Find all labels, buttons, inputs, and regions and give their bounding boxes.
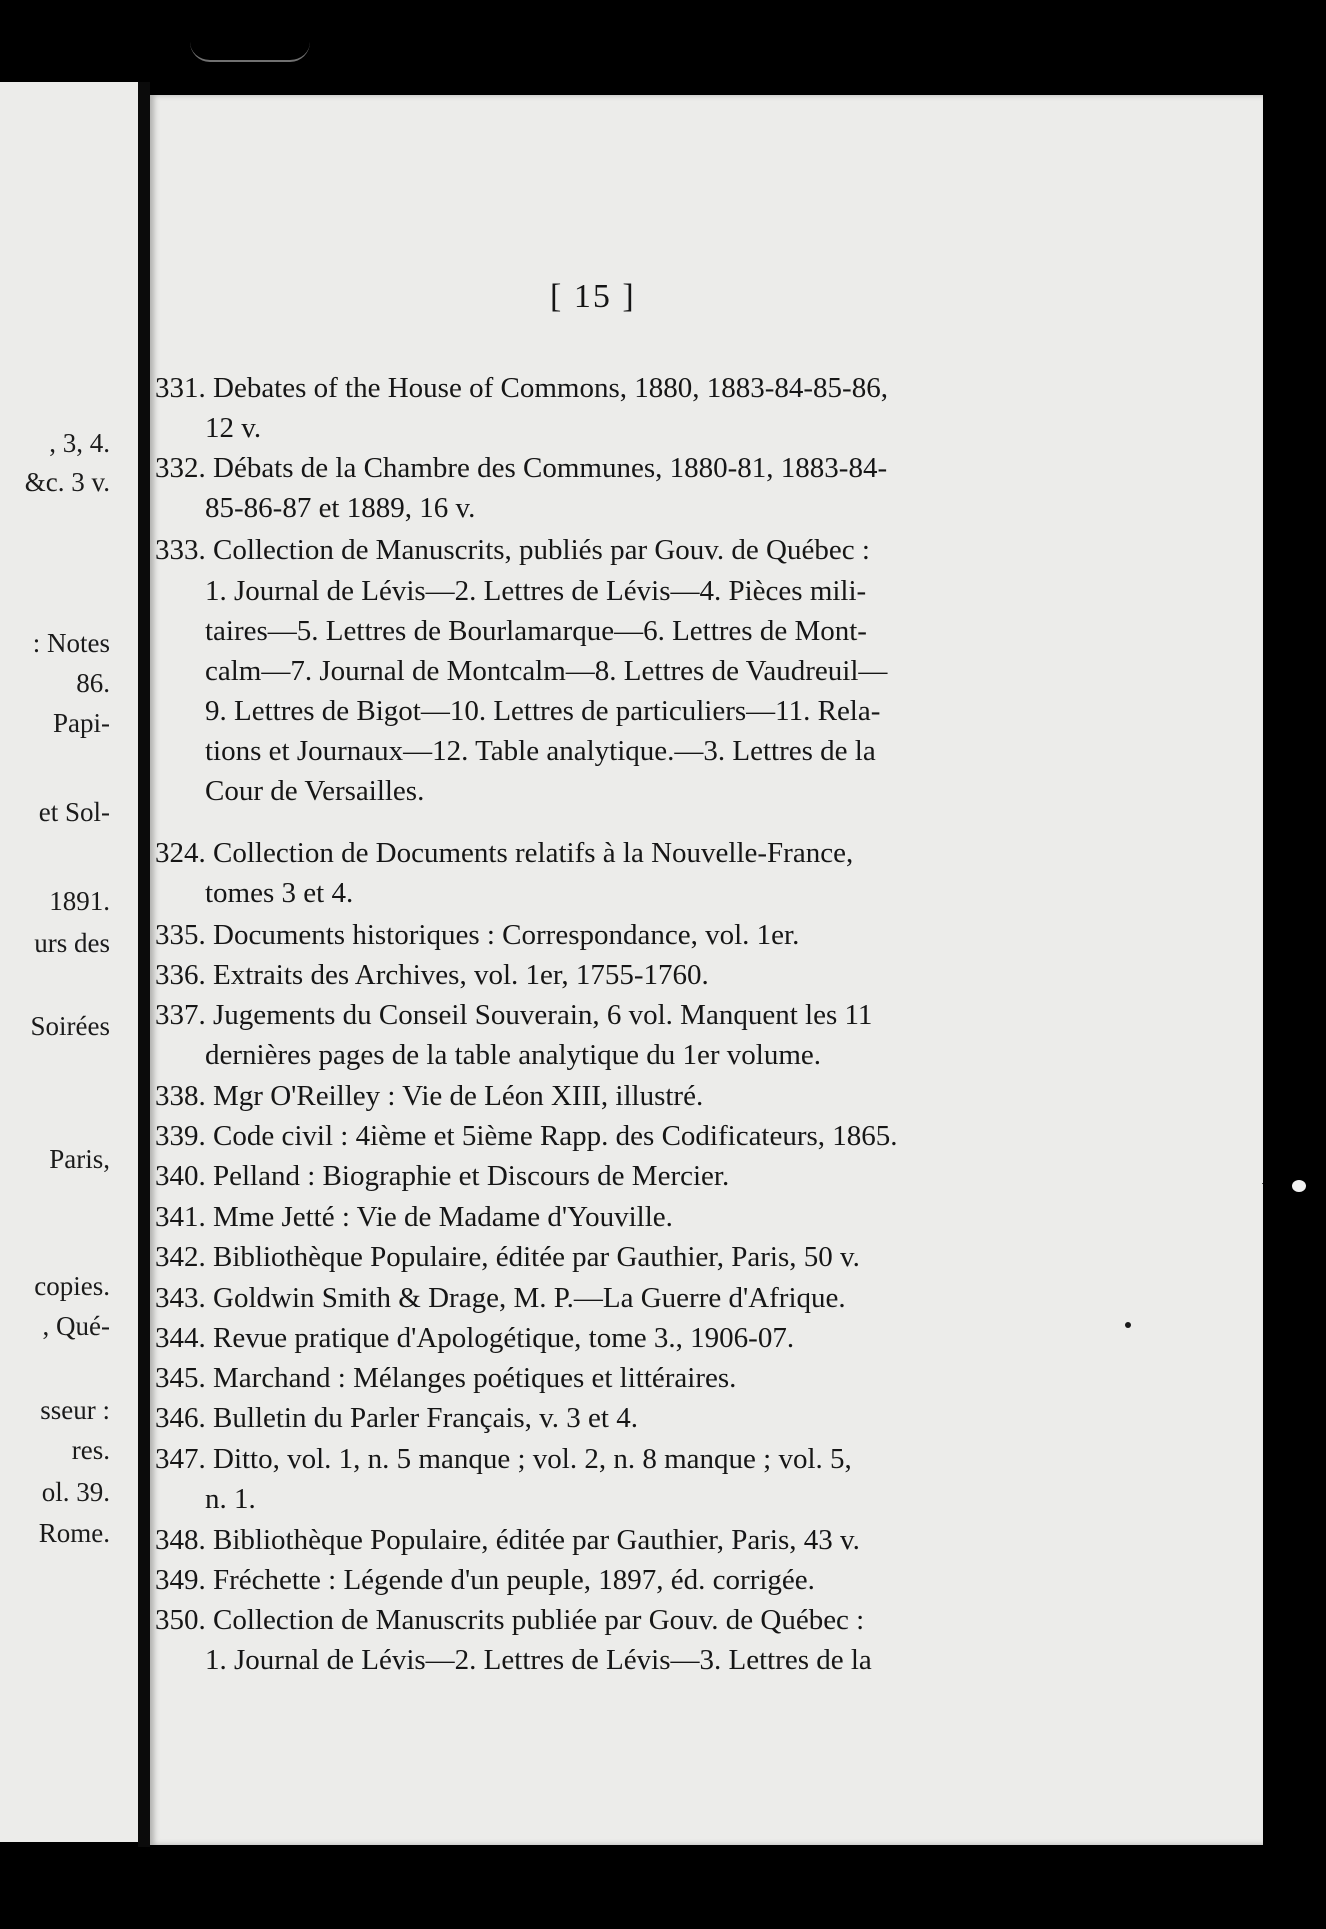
entry-line: 1. Journal de Lévis—2. Lettres de Lévis—3. Lettres de la — [205, 1644, 872, 1676]
entry-line: Cour de Versailles. — [205, 775, 425, 807]
entry-line: 336. Extraits des Archives, vol. 1er, 1755-1760. — [155, 959, 709, 991]
entry-line: 350. Collection de Manuscrits publiée par Gouv. de Québec : — [155, 1604, 865, 1636]
entry-line: 340. Pelland : Biographie et Discours de Mercier. — [155, 1160, 730, 1192]
left-page-line: 1891. — [49, 886, 110, 916]
entry-line: 333. Collection de Manuscrits, publiés par Gouv. de Québec : — [155, 534, 870, 566]
entry-line: 343. Goldwin Smith & Drage, M. P.—La Guerre d'Afrique. — [155, 1282, 846, 1314]
scan-mark — [190, 42, 310, 62]
entry-line: 337. Jugements du Conseil Souverain, 6 vol. Manquent les 11 — [155, 999, 873, 1031]
left-page-line: et Sol- — [38, 797, 110, 827]
scan-blot — [1292, 1180, 1306, 1192]
left-page-line: copies. — [34, 1271, 110, 1301]
document-page — [150, 95, 1263, 1845]
left-page-line: 86. — [76, 668, 110, 698]
entry-line: taires—5. Lettres de Bourlamarque—6. Lettres de Mont- — [205, 615, 867, 647]
book-gutter — [138, 82, 150, 1847]
previous-page-fragment — [0, 82, 138, 1842]
left-page-line: urs des — [34, 928, 110, 958]
page-number: [ 15 ] — [550, 278, 636, 315]
entry-line: 346. Bulletin du Parler Français, v. 3 et 4. — [155, 1402, 638, 1434]
left-page-line: sseur : — [40, 1395, 110, 1425]
entry-line: 342. Bibliothèque Populaire, éditée par Gauthier, Paris, 50 v. — [155, 1241, 860, 1273]
entry-line: 332. Débats de la Chambre des Communes, 1880-81, 1883-84- — [155, 452, 888, 484]
entry-line: 341. Mme Jetté : Vie de Madame d'Youville. — [155, 1201, 673, 1233]
left-page-line: , 3, 4. — [49, 428, 110, 458]
entry-line: 347. Ditto, vol. 1, n. 5 manque ; vol. 2, n. 8 manque ; vol. 5, — [155, 1443, 852, 1475]
left-page-line: ol. 39. — [41, 1477, 110, 1507]
entry-line: 1. Journal de Lévis—2. Lettres de Lévis—4. Pièces mili- — [205, 575, 867, 607]
entry-line: 324. Collection de Documents relatifs à la Nouvelle-France, — [155, 837, 854, 869]
left-page-line: Paris, — [49, 1144, 110, 1174]
entry-line: 338. Mgr O'Reilley : Vie de Léon XIII, illustré. — [155, 1080, 704, 1112]
scan-speck — [1262, 1183, 1263, 1184]
entry-line: 335. Documents historiques : Correspondance, vol. 1er. — [155, 919, 800, 951]
entry-line: tomes 3 et 4. — [205, 877, 354, 909]
entry-line: 9. Lettres de Bigot—10. Lettres de particuliers—11. Rela- — [205, 695, 881, 727]
left-page-line: Rome. — [38, 1518, 110, 1548]
entry-line: 339. Code civil : 4ième et 5ième Rapp. des Codificateurs, 1865. — [155, 1120, 898, 1152]
entry-line: 344. Revue pratique d'Apologétique, tome 3., 1906-07. — [155, 1322, 795, 1354]
left-page-line: Soirées — [30, 1011, 110, 1041]
entry-line: tions et Journaux—12. Table analytique.—3. Lettres de la — [205, 735, 876, 767]
entry-line: 345. Marchand : Mélanges poétiques et littéraires. — [155, 1362, 737, 1394]
left-page-line: res. — [71, 1435, 110, 1465]
entry-line: 349. Fréchette : Légende d'un peuple, 1897, éd. corrigée. — [155, 1564, 815, 1596]
entry-line: 331. Debates of the House of Commons, 1880, 1883-84-85-86, — [155, 372, 888, 404]
left-page-line: Papi- — [53, 708, 110, 738]
entry-line: calm—7. Journal de Montcalm—8. Lettres de Vaudreuil— — [205, 655, 888, 687]
entry-line: 85-86-87 et 1889, 16 v. — [205, 492, 476, 524]
left-page-line: , Qué- — [42, 1311, 110, 1341]
left-page-line: &c. 3 v. — [24, 467, 110, 497]
entry-line: 348. Bibliothèque Populaire, éditée par Gauthier, Paris, 43 v. — [155, 1524, 860, 1556]
entry-line: n. 1. — [205, 1483, 256, 1515]
entry-line: 12 v. — [205, 412, 262, 444]
scan-speck — [1125, 1322, 1131, 1328]
entry-line: dernières pages de la table analytique du 1er volume. — [205, 1039, 822, 1071]
left-page-line: : Notes — [32, 628, 110, 658]
